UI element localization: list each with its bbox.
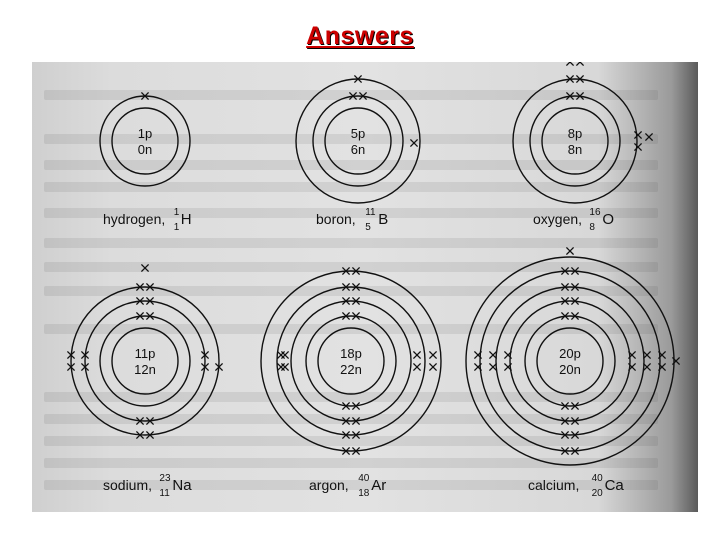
orbit-ring [466, 257, 674, 465]
proton-count: 11p [134, 346, 156, 361]
atomic-number: 1 [173, 222, 180, 233]
electron-mark [489, 351, 496, 358]
atom-hydrogen [100, 92, 192, 233]
orbit-ring [85, 301, 205, 421]
neutron-count: 8n [567, 142, 583, 157]
mass-number: 11 [365, 207, 376, 218]
orbit-ring [513, 79, 637, 203]
element-symbol: H [180, 211, 192, 228]
electron-mark [277, 351, 284, 358]
electron-mark [634, 143, 641, 150]
element-symbol: O [602, 211, 615, 228]
electron-mark [410, 139, 417, 146]
atomic-number: 18 [358, 488, 370, 499]
atomic-number: 5 [365, 222, 371, 233]
orbit-ring [296, 79, 420, 203]
orbit-ring [112, 328, 178, 394]
electron-mark [277, 363, 284, 370]
orbit-ring [496, 287, 644, 435]
atom-oxygen [513, 62, 653, 233]
electron-mark [141, 264, 148, 271]
orbit-ring [277, 287, 425, 435]
orbit-ring [291, 301, 411, 421]
electron-mark [643, 363, 650, 370]
mass-number: 40 [591, 473, 603, 484]
electron-mark [413, 363, 420, 370]
element-name: calcium, [528, 477, 580, 493]
neutron-count: 22n [340, 362, 362, 377]
orbit-ring [325, 108, 391, 174]
electron-mark [281, 363, 288, 370]
electron-mark [429, 363, 436, 370]
electron-mark [489, 363, 496, 370]
atomic-number: 20 [591, 488, 603, 499]
proton-count: 18p [340, 346, 362, 361]
orbit-ring [480, 271, 660, 451]
proton-count: 1p [137, 126, 153, 141]
orbit-ring [525, 316, 615, 406]
orbit-ring [313, 96, 403, 186]
atom-calcium [466, 247, 680, 499]
atomic-number: 8 [589, 222, 595, 233]
orbit-ring [530, 96, 620, 186]
neutron-count: 6n [350, 142, 366, 157]
element-symbol: Ar [371, 477, 387, 494]
neutron-count: 12n [134, 362, 156, 377]
electron-mark [429, 351, 436, 358]
neutron-count: 0n [137, 142, 153, 157]
electron-mark [281, 351, 288, 358]
orbit-ring [112, 108, 178, 174]
proton-count: 8p [567, 126, 583, 141]
electron-mark [413, 351, 420, 358]
electron-mark [643, 351, 650, 358]
element-name: boron, [316, 211, 356, 227]
orbit-ring [542, 108, 608, 174]
neutron-count: 20n [559, 362, 581, 377]
element-name: argon, [309, 477, 349, 493]
element-name: oxygen, [533, 211, 583, 227]
atom-sodium [67, 264, 222, 499]
element-symbol: B [378, 211, 389, 228]
mass-number: 16 [589, 207, 601, 218]
orbit-ring [306, 316, 396, 406]
element-symbol: Ca [604, 477, 624, 494]
element-symbol: Na [172, 477, 192, 494]
orbit-ring [537, 328, 603, 394]
proton-count: 5p [350, 126, 366, 141]
element-name: hydrogen, [103, 211, 166, 227]
bohr-model-diagrams [32, 62, 698, 512]
electron-mark [576, 62, 583, 66]
orbit-ring [100, 316, 190, 406]
atom-boron [296, 75, 420, 233]
orbit-ring [261, 271, 441, 451]
electron-mark [645, 133, 652, 140]
orbit-ring [510, 301, 630, 421]
orbit-ring [71, 287, 219, 435]
electron-mark [566, 247, 573, 254]
electron-mark [634, 131, 641, 138]
atomic-number: 11 [159, 488, 170, 499]
electron-mark [566, 62, 573, 66]
mass-number: 40 [358, 473, 370, 484]
page-title: Answers [306, 22, 414, 50]
atom-argon [261, 267, 441, 499]
orbit-ring [100, 96, 190, 186]
proton-count: 20p [559, 346, 581, 361]
orbit-ring [318, 328, 384, 394]
mass-number: 23 [159, 473, 171, 484]
element-name: sodium, [103, 477, 153, 493]
mass-number: 1 [173, 207, 180, 218]
